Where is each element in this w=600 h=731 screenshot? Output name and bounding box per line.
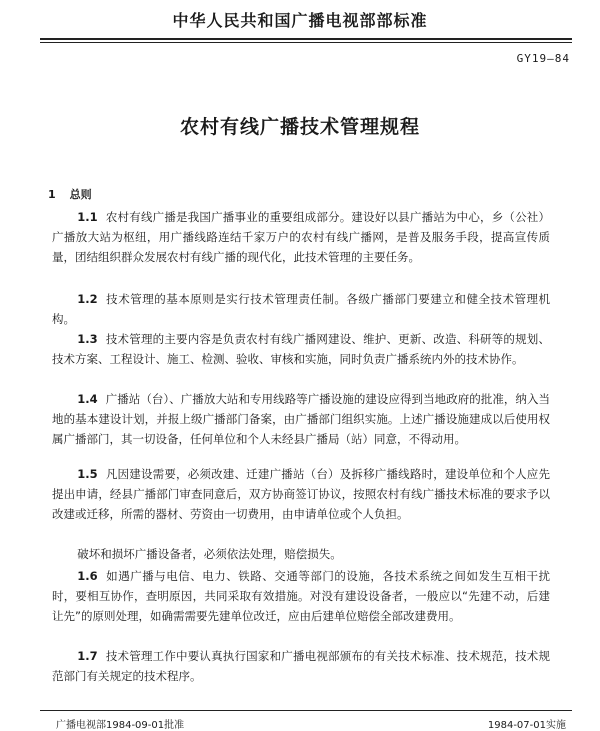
paragraph-1-7: [52, 646, 550, 686]
clause-text: 凡因建设需要，必须改建、迁建广播站（台）及拆移广播线路时，建设单位和个人应先提出申请，经县广播部门审查同意后，双方协商签订协议，按照农村有线广播技术标准的要求予以改建或迁移，所需的器材、劳资由一切费用，由申请单位或个人负担。: [52, 467, 550, 521]
clause-text: 技术管理的主要内容是负责农村有线广播网建设、维护、更新、改造、科研等的规划、技术方案、工程设计、施工、检测、验收、审核和实施，同时负责广播系统内外的技术协作。: [52, 332, 550, 366]
clause-text: 技术管理工作中要认真执行国家和广播电视部颁布的有关技术标准、技术规范，技术规范部门有关规定的技术程序。: [52, 649, 550, 683]
clause-text: 破坏和损坏广播设备者，必须依法处理，赔偿损失。: [77, 547, 342, 561]
paragraph-damage-note: [52, 544, 550, 564]
clause-number: 1.5: [77, 467, 98, 481]
clause-text: 技术管理的基本原则是实行技术管理责任制。各级广播部门要建立和健全技术管理机构。: [52, 292, 550, 326]
paragraph-1-1: [52, 207, 550, 267]
paragraph-1-2: [52, 289, 550, 329]
clause-text: 广播站（台）、广播放大站和专用线路等广播设施的建设应得到当地政府的批准，纳入当地的基本建设计划，并报上级广播部门备案，由广播部门组织实施。上述广播设施建成以后使用权属广播部门，其一切设备，任何单位和个人未经县广播局（站）同意，不得动用。: [52, 392, 550, 446]
paragraph-1-3: [52, 329, 550, 369]
standard-code: GY19—84: [516, 52, 570, 65]
clause-number: 1.2: [77, 292, 98, 306]
section-heading-text: 总则: [69, 188, 92, 201]
clause-number: 1.7: [77, 649, 98, 663]
footer-rule: [40, 710, 572, 711]
approval-date: 广播电视部1984-09-01批准: [56, 720, 185, 731]
paragraph-1-4: [52, 389, 550, 449]
clause-number: 1.6: [77, 569, 98, 583]
effective-date: 1984-07-01实施: [487, 720, 566, 731]
header-rule-thin: [40, 42, 572, 43]
document-title: 农村有线广播技术管理规程: [179, 116, 420, 138]
section-heading: [48, 186, 92, 202]
section-number: 1: [48, 188, 56, 201]
clause-text: 如遇广播与电信、电力、铁路、交通等部门的设施，各技术系统之间如发生互相干扰时，要相互协作，查明原因，共同采取有效措施。对没有建设设备者，一般应以“先建不动，后建让先”的原则处理，如确需需要先建单位改迁，应由后建单位赔偿全部改建费用。: [52, 569, 550, 623]
paragraph-1-5: [52, 464, 550, 524]
paragraph-1-6: [52, 566, 550, 626]
header-rule-thick: [40, 38, 572, 40]
clause-number: 1.3: [77, 332, 98, 346]
clause-number: 1.1: [77, 210, 98, 224]
clause-text: 农村有线广播是我国广播事业的重要组成部分。建设好以县广播站为中心，乡（公社）广播放大站为枢纽，用广播线路连结千家万户的农村有线广播网，是普及服务手段，提高宣传质量，团结组织群众发展农村有线广播的现代化，此技术管理的主要任务。: [52, 210, 550, 264]
clause-number: 1.4: [77, 392, 98, 406]
standard-header-title: 中华人民共和国广播电视部部标准: [172, 11, 428, 30]
